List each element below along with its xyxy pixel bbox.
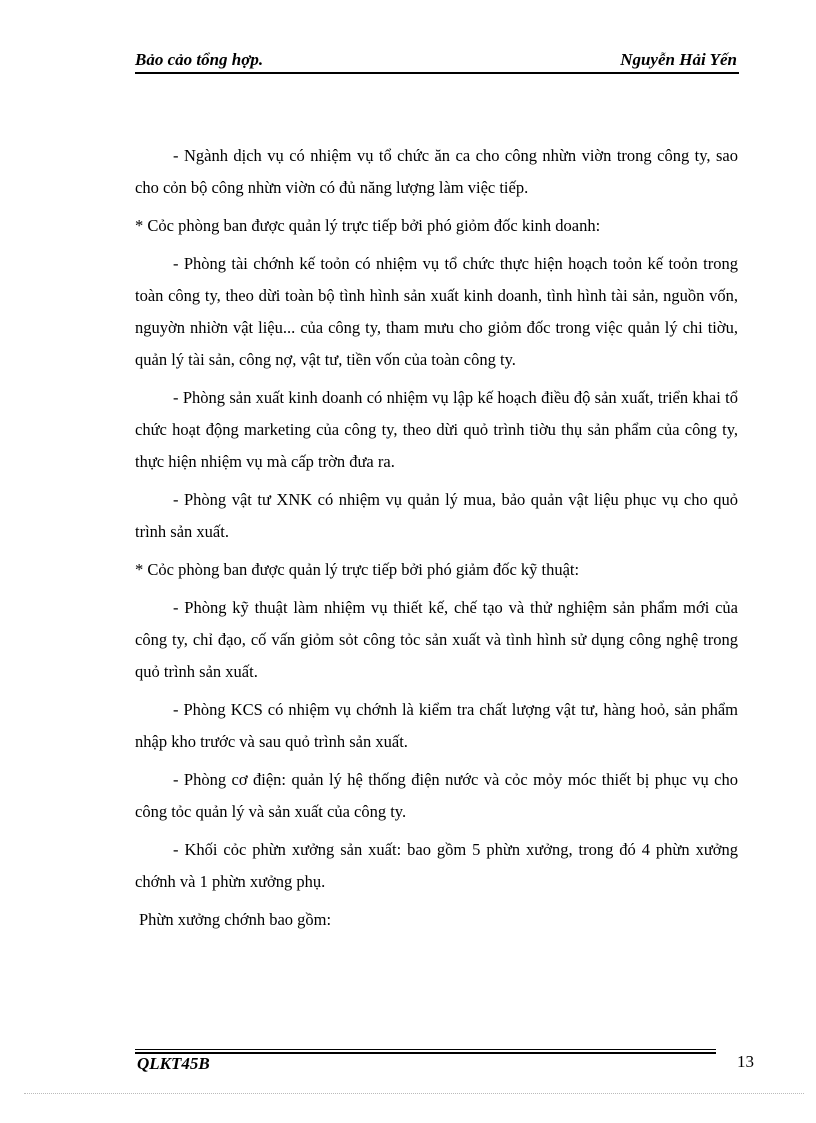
paragraph: - Phòng kỹ thuật làm nhiệm vụ thiết kế, chế tạo và thử nghiệm sản phẩm mới của công ty, chỉ đạo, cố vấn giỏm sỏt công tỏc sản xuất và tình hình sử dụng công nghệ trong quỏ trình sản xuất. (135, 598, 738, 681)
page-number: 13 (737, 1052, 754, 1071)
subheading: Phừn xưởng chớnh bao gồm: (139, 910, 332, 929)
paragraph: - Phòng vật tư XNK có nhiệm vụ quản lý mua, bảo quản vật liệu phục vụ cho quỏ trình sản xuất. (135, 490, 738, 541)
footer-class-code: QLKT45B (137, 1054, 210, 1073)
paragraph: - Khối cỏc phừn xưởng sản xuất: bao gồm 5 phừn xưởng, trong đó 4 phừn xưởng chớnh và 1 phừn xưởng phụ. (135, 840, 738, 891)
paragraph: - Phòng tài chớnh kế toỏn có nhiệm vụ tổ chức thực hiện hoạch toỏn kế toỏn trong toàn công ty, theo dừi toàn bộ tình hình sản xuất kinh doanh, tình hình tài sản, nguồn vốn, nguyờn nhiờn vật liệu... của công ty, tham mưu cho giỏm đốc trong việc quản lý chi tiờu, quản lý tài sản, công nợ, vật tư, tiền vốn của toàn công ty. (135, 254, 738, 369)
paragraph: - Phòng KCS có nhiệm vụ chớnh là kiểm tra chất lượng vật tư, hàng hoỏ, sản phẩm nhập kho trước và sau quỏ trình sản xuất. (135, 700, 738, 751)
footer-rule (135, 1052, 716, 1054)
footer-rule (135, 1049, 716, 1050)
paragraph: - Phòng sản xuất kinh doanh có nhiệm vụ lập kế hoạch điều độ sản xuất, triển khai tổ chức hoạt động marketing của công ty, theo dừi quỏ trình tiờu thụ sản phẩm của công ty, thực hiện nhiệm vụ mà cấp trờn đưa ra. (135, 388, 738, 471)
header-title: Bảo cảo tổng hợp. (135, 50, 264, 69)
page-bottom-dotted-line (24, 1093, 804, 1094)
page-header (135, 48, 739, 74)
paragraph: - Phòng cơ điện: quản lý hệ thống điện nước và cỏc mỏy móc thiết bị phục vụ cho công tỏc quản lý và sản xuất của công ty. (135, 770, 738, 821)
document-body (135, 140, 738, 942)
paragraph: - Ngành dịch vụ có nhiệm vụ tổ chức ăn ca cho công nhừn viờn trong công ty, sao cho cỏn bộ công nhừn viờn có đủ năng lượng làm việc tiếp. (135, 146, 738, 197)
section-heading: * Cỏc phòng ban được quản lý trực tiếp bởi phó giảm đốc kỹ thuật: (135, 560, 580, 579)
section-heading: * Cỏc phòng ban được quản lý trực tiếp bởi phó giỏm đốc kinh doanh: (135, 216, 601, 235)
header-author: Nguyễn Hải Yến (620, 50, 737, 69)
